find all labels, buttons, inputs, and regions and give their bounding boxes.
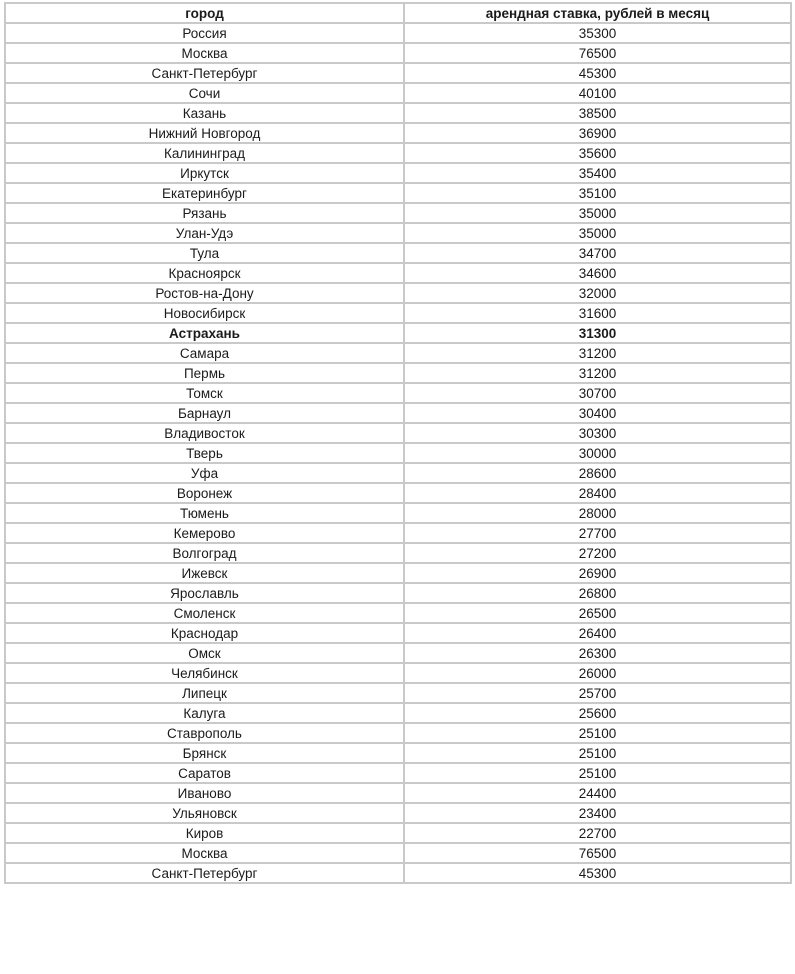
rate-cell: 25100: [404, 763, 791, 783]
city-cell: Самара: [5, 343, 404, 363]
city-cell: Иркутск: [5, 163, 404, 183]
city-cell: Москва: [5, 43, 404, 63]
rate-cell: 27200: [404, 543, 791, 563]
rate-cell: 32000: [404, 283, 791, 303]
city-cell: Владивосток: [5, 423, 404, 443]
city-cell: Волгоград: [5, 543, 404, 563]
table-row: [5, 463, 791, 483]
city-cell: Саратов: [5, 763, 404, 783]
table-row: [5, 43, 791, 63]
rate-cell: 34600: [404, 263, 791, 283]
table-row: [5, 183, 791, 203]
city-cell: Екатеринбург: [5, 183, 404, 203]
table-row: [5, 283, 791, 303]
city-cell: Томск: [5, 383, 404, 403]
table-row: [5, 403, 791, 423]
city-cell: Новосибирск: [5, 303, 404, 323]
city-cell: Сочи: [5, 83, 404, 103]
rate-cell: 28600: [404, 463, 791, 483]
table-row: [5, 263, 791, 283]
table-row: [5, 303, 791, 323]
rate-cell: 25100: [404, 743, 791, 763]
table-row: [5, 783, 791, 803]
city-cell: Тула: [5, 243, 404, 263]
city-cell: Калининград: [5, 143, 404, 163]
table-row: [5, 703, 791, 723]
table-row: [5, 243, 791, 263]
city-cell: Воронеж: [5, 483, 404, 503]
rate-cell: 34700: [404, 243, 791, 263]
table-row: [5, 23, 791, 43]
city-cell: Липецк: [5, 683, 404, 703]
city-cell: Уфа: [5, 463, 404, 483]
city-cell: Красноярск: [5, 263, 404, 283]
rate-cell: 27700: [404, 523, 791, 543]
city-cell: Нижний Новгород: [5, 123, 404, 143]
city-cell: Тюмень: [5, 503, 404, 523]
rate-cell: 35000: [404, 203, 791, 223]
rate-cell: 40100: [404, 83, 791, 103]
rate-cell: 26000: [404, 663, 791, 683]
rate-cell: 28400: [404, 483, 791, 503]
rate-cell: 22700: [404, 823, 791, 843]
rate-cell: 76500: [404, 43, 791, 63]
rate-cell: 28000: [404, 503, 791, 523]
table-row: [5, 203, 791, 223]
table-row: [5, 803, 791, 823]
rate-cell: 45300: [404, 63, 791, 83]
table-row: [5, 323, 791, 343]
city-cell: Краснодар: [5, 623, 404, 643]
table-row: [5, 743, 791, 763]
table-body: [5, 23, 791, 883]
city-cell: Кемерово: [5, 523, 404, 543]
city-cell: Ставрополь: [5, 723, 404, 743]
table-row: [5, 143, 791, 163]
rate-cell: 76500: [404, 843, 791, 863]
city-cell: Барнаул: [5, 403, 404, 423]
rate-cell: 25700: [404, 683, 791, 703]
table-row: [5, 343, 791, 363]
table-row: [5, 423, 791, 443]
city-cell: Астрахань: [5, 323, 404, 343]
city-cell: Тверь: [5, 443, 404, 463]
table-row: [5, 583, 791, 603]
city-cell: Ульяновск: [5, 803, 404, 823]
rate-cell: 26400: [404, 623, 791, 643]
rate-cell: 36900: [404, 123, 791, 143]
city-cell: Рязань: [5, 203, 404, 223]
rent-rates-table: [4, 2, 792, 884]
city-cell: Брянск: [5, 743, 404, 763]
rate-cell: 30400: [404, 403, 791, 423]
rate-cell: 35000: [404, 223, 791, 243]
rate-cell: 26300: [404, 643, 791, 663]
city-cell: Улан-Удэ: [5, 223, 404, 243]
table-row: [5, 563, 791, 583]
rate-cell: 26500: [404, 603, 791, 623]
rate-cell: 35600: [404, 143, 791, 163]
table-row: [5, 63, 791, 83]
table-row: [5, 723, 791, 743]
column-header-rate: арендная ставка, рублей в месяц: [404, 3, 791, 23]
city-cell: Киров: [5, 823, 404, 843]
table-row: [5, 483, 791, 503]
rate-cell: 25600: [404, 703, 791, 723]
table-row: [5, 683, 791, 703]
table-row: [5, 223, 791, 243]
rate-cell: 35100: [404, 183, 791, 203]
table-row: [5, 163, 791, 183]
city-cell: Ижевск: [5, 563, 404, 583]
city-cell: Смоленск: [5, 603, 404, 623]
rate-cell: 31600: [404, 303, 791, 323]
table-row: [5, 543, 791, 563]
city-cell: Москва: [5, 843, 404, 863]
table-row: [5, 623, 791, 643]
city-cell: Санкт-Петербург: [5, 863, 404, 883]
city-cell: Иваново: [5, 783, 404, 803]
rate-cell: 35400: [404, 163, 791, 183]
rate-cell: 35300: [404, 23, 791, 43]
rate-cell: 31300: [404, 323, 791, 343]
rate-cell: 23400: [404, 803, 791, 823]
table-row: [5, 843, 791, 863]
table-row: [5, 763, 791, 783]
table-row: [5, 83, 791, 103]
table-row: [5, 643, 791, 663]
rate-cell: 24400: [404, 783, 791, 803]
rate-cell: 30300: [404, 423, 791, 443]
rate-cell: 30700: [404, 383, 791, 403]
rate-cell: 31200: [404, 363, 791, 383]
city-cell: Россия: [5, 23, 404, 43]
table-row: [5, 383, 791, 403]
header-row: [5, 3, 791, 23]
rate-cell: 25100: [404, 723, 791, 743]
column-header-city: город: [5, 3, 404, 23]
table-row: [5, 523, 791, 543]
rate-cell: 26900: [404, 563, 791, 583]
table-row: [5, 663, 791, 683]
city-cell: Санкт-Петербург: [5, 63, 404, 83]
rate-cell: 26800: [404, 583, 791, 603]
table-row: [5, 603, 791, 623]
table-row: [5, 103, 791, 123]
city-cell: Ярославль: [5, 583, 404, 603]
city-cell: Казань: [5, 103, 404, 123]
table-header: [5, 3, 791, 23]
rate-cell: 45300: [404, 863, 791, 883]
table-row: [5, 863, 791, 883]
city-cell: Калуга: [5, 703, 404, 723]
rate-cell: 38500: [404, 103, 791, 123]
city-cell: Ростов-на-Дону: [5, 283, 404, 303]
table-row: [5, 443, 791, 463]
table-row: [5, 823, 791, 843]
rate-cell: 30000: [404, 443, 791, 463]
city-cell: Омск: [5, 643, 404, 663]
rate-cell: 31200: [404, 343, 791, 363]
table-row: [5, 503, 791, 523]
city-cell: Пермь: [5, 363, 404, 383]
city-cell: Челябинск: [5, 663, 404, 683]
table-row: [5, 123, 791, 143]
table-row: [5, 363, 791, 383]
